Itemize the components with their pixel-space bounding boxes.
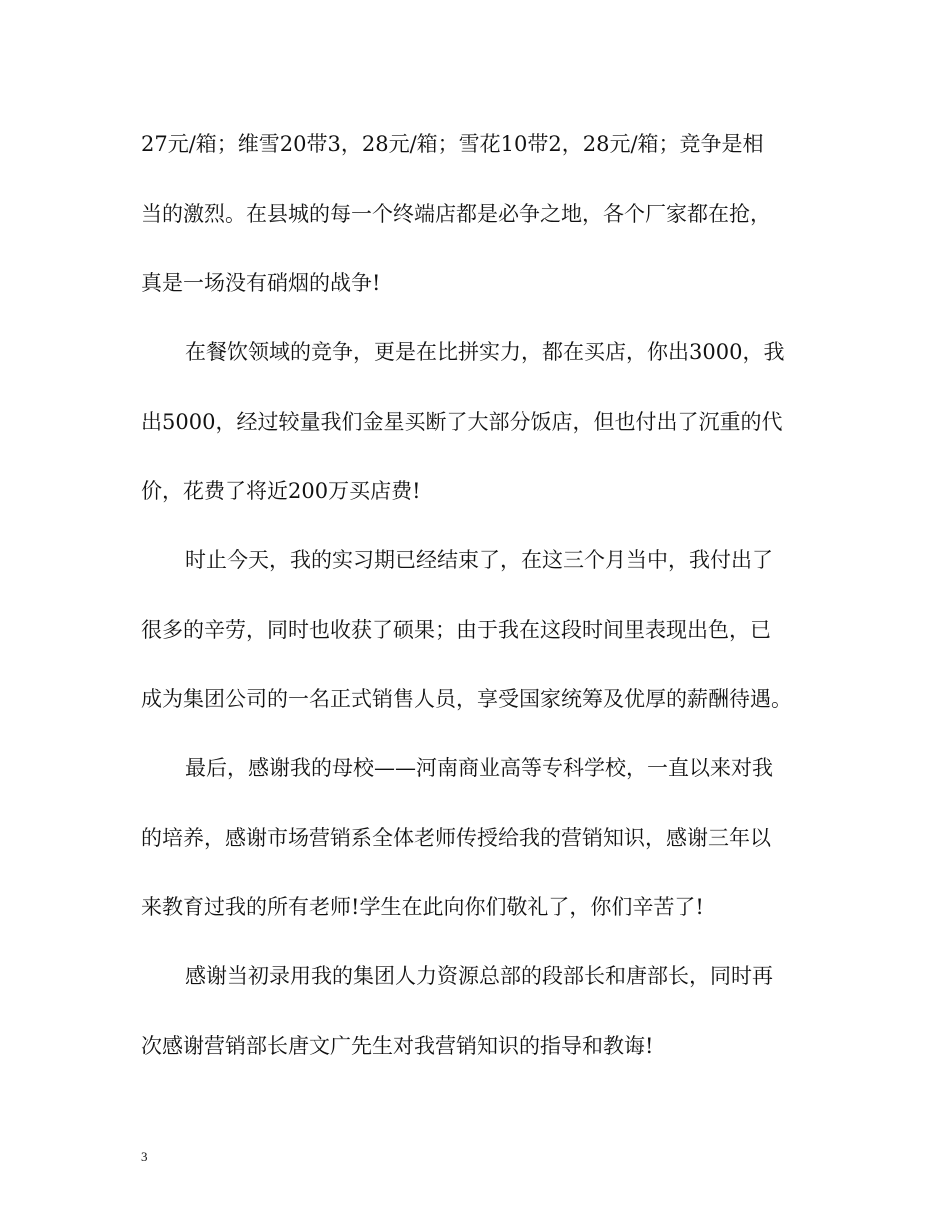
text-line-4: 在餐饮领域的竞争，更是在比拼实力，都在买店，你出3000，我 [185,340,785,364]
text-line-10: 最后，感谢我的母校——河南商业高等专科学校，一直以来对我 [185,756,773,780]
text-line-6: 价，花费了将近200万买店费! [141,479,421,503]
text-line-2: 当的激烈。在县城的每一个终端店都是必争之地，各个厂家都在抢， [141,202,771,226]
text-line-8: 很多的辛劳，同时也收获了硕果；由于我在这段时间里表现出色，已 [141,618,771,642]
text-line-9: 成为集团公司的一名正式销售人员，享受国家统筹及优厚的薪酬待遇。 [141,687,792,711]
text-line-12: 来教育过我的所有老师!学生在此向你们敬礼了，你们辛苦了! [141,895,704,919]
text-line-7: 时止今天，我的实习期已经结束了，在这三个月当中，我付出了 [185,548,773,572]
text-line-3: 真是一场没有硝烟的战争! [141,271,381,295]
text-line-13: 感谢当初录用我的集团人力资源总部的段部长和唐部长，同时再 [185,964,773,988]
page-number: 3 [141,1149,148,1164]
text-line-1: 27元/箱；维雪20带3，28元/箱；雪花10带2，28元/箱；竞争是相 [141,132,764,156]
text-line-5: 出5000，经过较量我们金星买断了大部分饭店，但也付出了沉重的代 [141,410,783,434]
text-line-14: 次感谢营销部长唐文广先生对我营销知识的指导和教诲! [141,1034,654,1058]
text-line-11: 的培养，感谢市场营销系全体老师传授给我的营销知识，感谢三年以 [141,826,771,850]
